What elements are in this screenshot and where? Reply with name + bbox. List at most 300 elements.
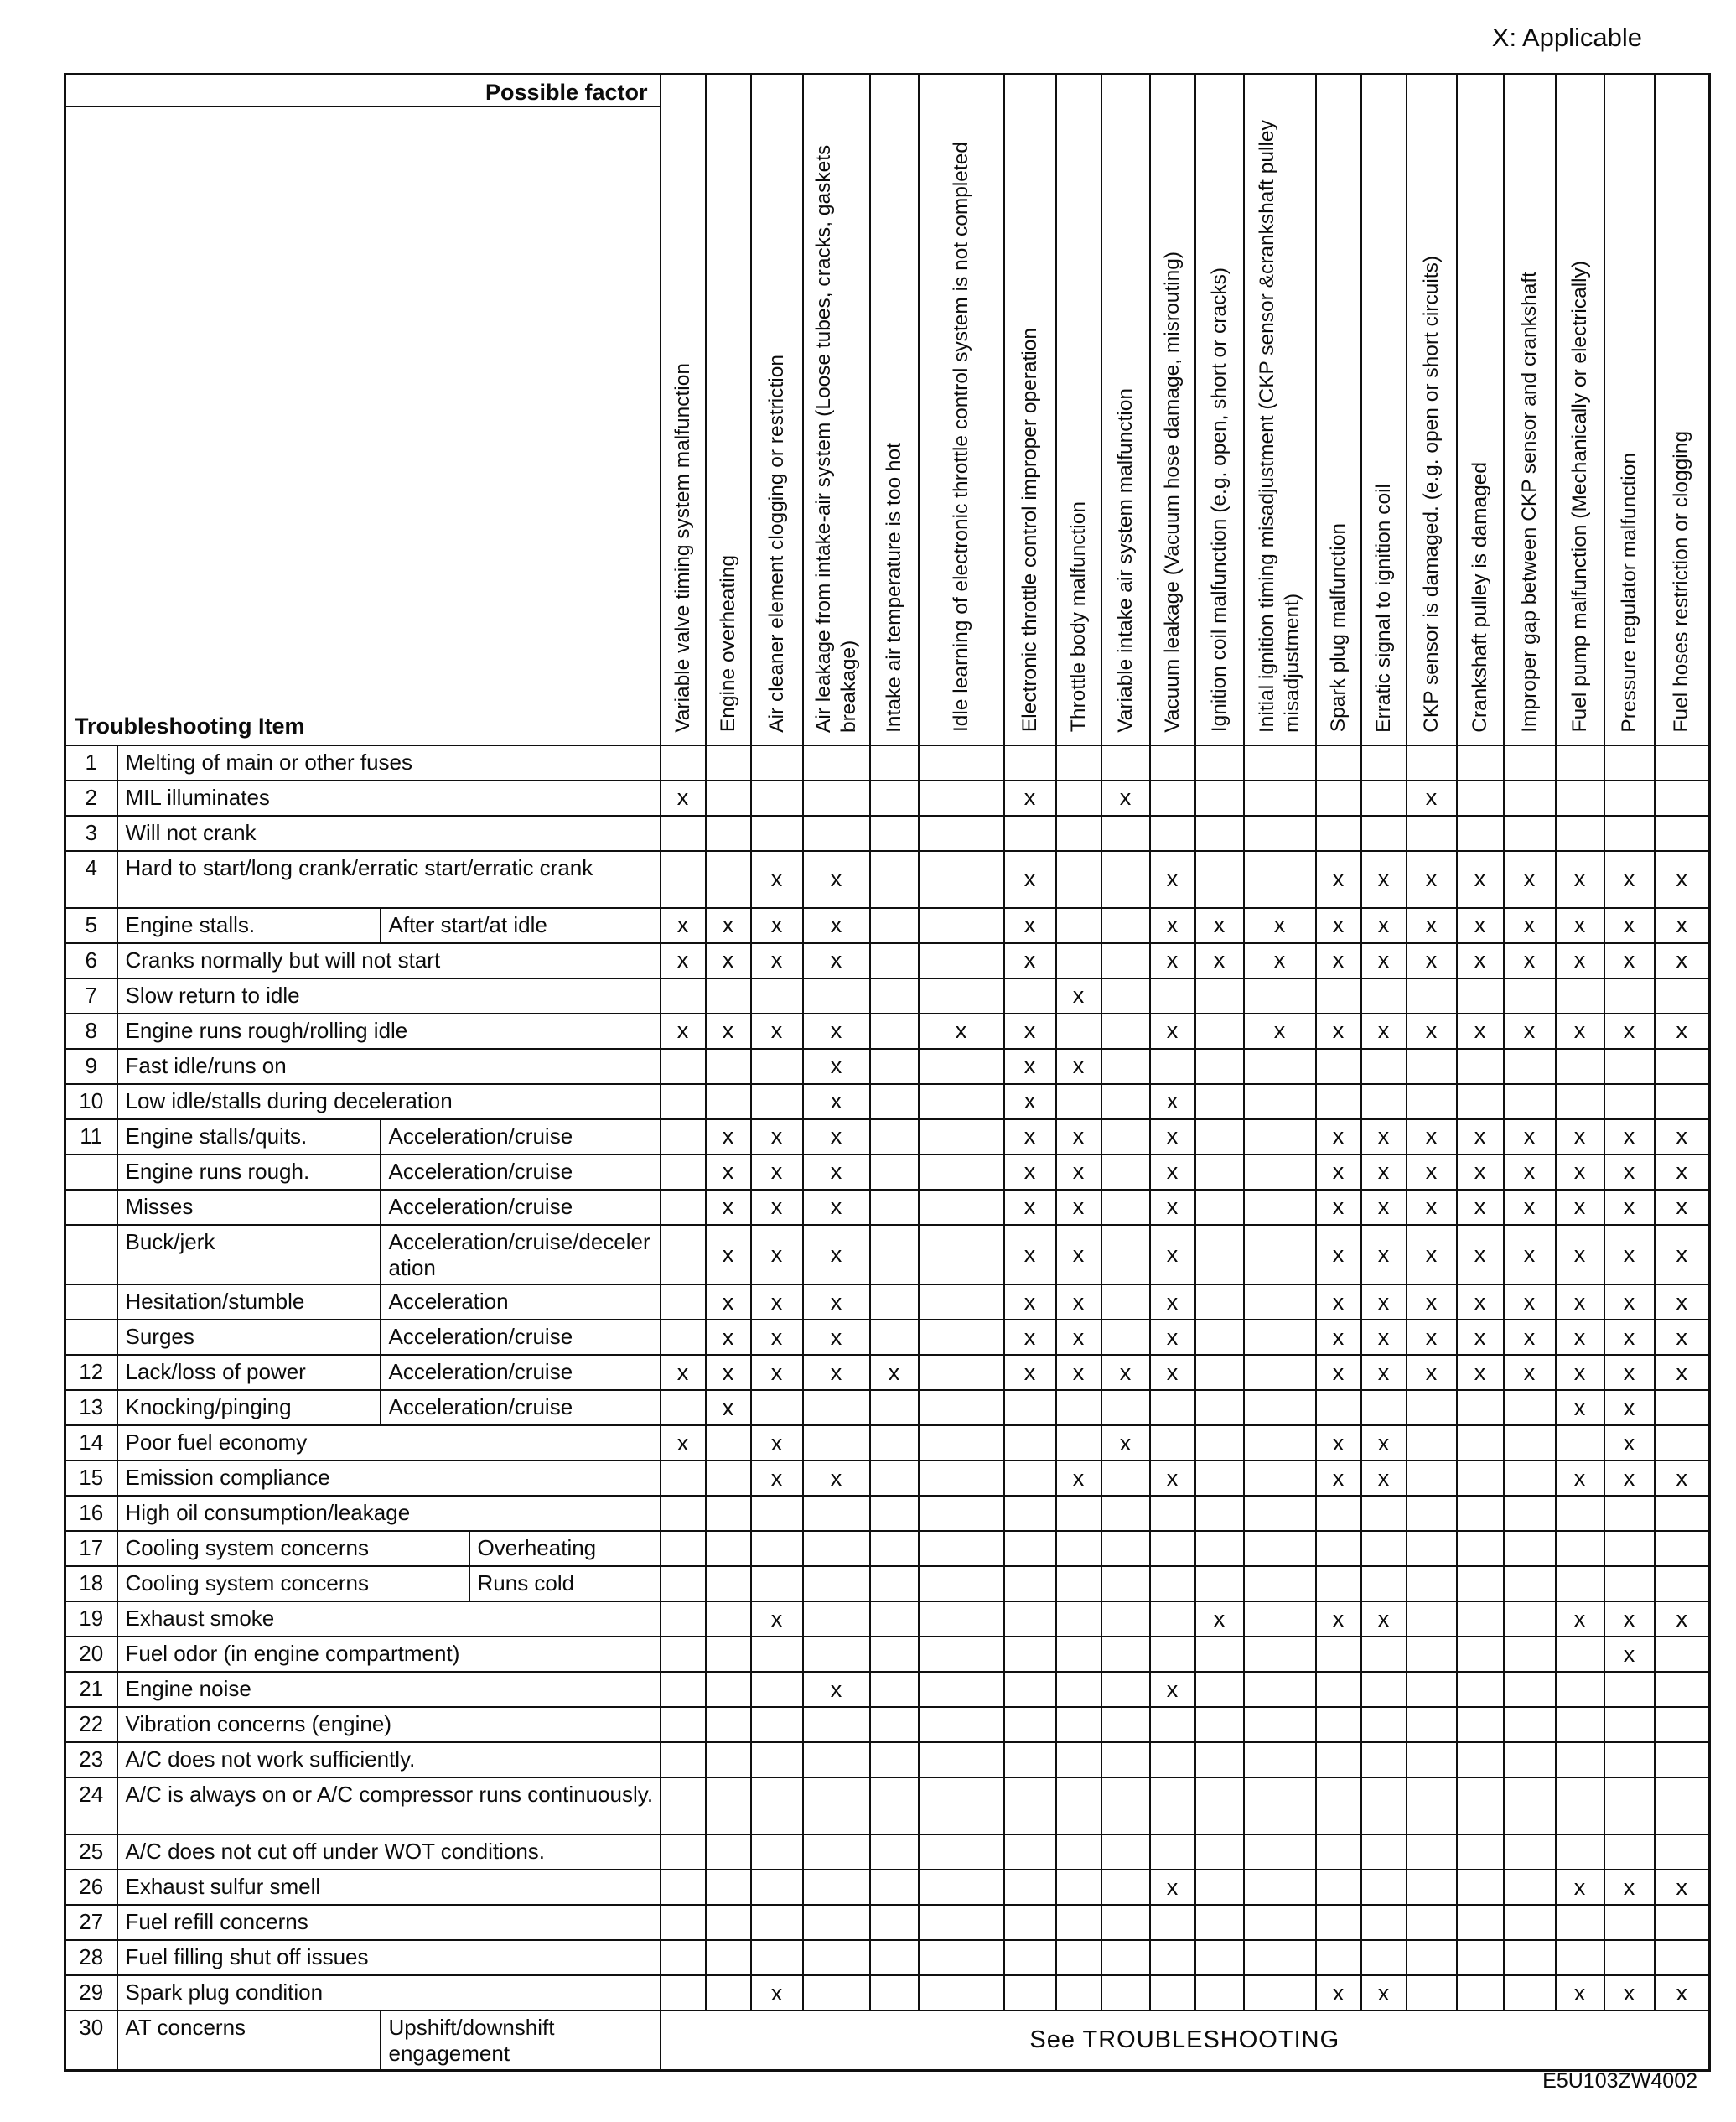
applicability-cell xyxy=(919,1672,1004,1707)
applicability-cell xyxy=(1101,1905,1150,1940)
applicability-cell xyxy=(1655,1049,1710,1084)
applicability-cell xyxy=(1361,1834,1407,1870)
applicability-cell xyxy=(1056,1084,1101,1119)
applicability-cell: x xyxy=(1556,1225,1604,1284)
applicability-cell xyxy=(919,1355,1004,1390)
applicability-cell xyxy=(1655,1707,1710,1742)
applicability-cell: x xyxy=(1655,1119,1710,1154)
applicability-cell xyxy=(706,1940,751,1975)
applicability-cell xyxy=(1655,1742,1710,1777)
see-troubleshooting-cell: See TROUBLESHOOTING xyxy=(661,2010,1710,2071)
applicability-cell xyxy=(1004,1940,1056,1975)
applicability-cell: x xyxy=(1004,908,1056,943)
applicability-cell xyxy=(1316,1742,1361,1777)
applicability-cell: x xyxy=(1655,1014,1710,1049)
applicability-cell: x xyxy=(1457,1190,1504,1225)
applicability-cell xyxy=(1407,1777,1457,1834)
row-number-cell: 4 xyxy=(65,851,117,908)
applicability-cell: x xyxy=(803,1355,870,1390)
applicability-cell xyxy=(661,1084,706,1119)
applicability-cell xyxy=(1655,1496,1710,1531)
applicability-cell: x xyxy=(1004,781,1056,816)
applicability-cell xyxy=(661,1190,706,1225)
factor-column-header xyxy=(661,75,706,745)
applicability-cell xyxy=(919,1190,1004,1225)
applicability-cell: x xyxy=(661,943,706,978)
factor-column-header xyxy=(751,75,803,745)
matrix-row xyxy=(65,1390,1710,1425)
applicability-cell xyxy=(1244,1707,1316,1742)
applicability-cell xyxy=(1504,1637,1556,1672)
applicability-cell xyxy=(1457,781,1504,816)
applicability-cell xyxy=(1556,1049,1604,1084)
applicability-cell xyxy=(751,1496,803,1531)
applicability-cell: x xyxy=(1504,1154,1556,1190)
applicability-cell xyxy=(1244,1284,1316,1320)
applicability-cell: x xyxy=(1361,1190,1407,1225)
applicability-cell xyxy=(661,1742,706,1777)
applicability-cell xyxy=(1407,1425,1457,1460)
applicability-cell: x xyxy=(1195,908,1244,943)
row-number-cell xyxy=(65,1320,117,1355)
applicability-cell: x xyxy=(1056,1355,1101,1390)
applicability-cell xyxy=(1004,816,1056,851)
applicability-cell xyxy=(1407,1975,1457,2010)
applicability-cell: x xyxy=(1056,1460,1101,1496)
applicability-cell: x xyxy=(1604,1601,1655,1637)
applicability-cell: x xyxy=(1556,1190,1604,1225)
applicability-cell xyxy=(1655,816,1710,851)
applicability-cell xyxy=(1316,1707,1361,1742)
applicability-cell xyxy=(1101,1834,1150,1870)
row-number-cell: 15 xyxy=(65,1460,117,1496)
applicability-cell xyxy=(1457,1601,1504,1637)
condition-cell: Upshift/downshift engagement xyxy=(381,2010,661,2071)
applicability-cell xyxy=(1407,1566,1457,1601)
applicability-cell xyxy=(1316,1531,1361,1566)
possible-factor-label: Possible factor xyxy=(66,75,660,107)
applicability-cell xyxy=(1457,1905,1504,1940)
applicability-cell xyxy=(1101,1119,1150,1154)
applicability-cell xyxy=(1195,1014,1244,1049)
applicability-cell: x xyxy=(803,851,870,908)
applicability-cell xyxy=(1504,1870,1556,1905)
applicability-cell xyxy=(1361,816,1407,851)
applicability-cell xyxy=(919,1154,1004,1190)
applicability-cell xyxy=(661,1284,706,1320)
applicability-cell xyxy=(1407,1390,1457,1425)
applicability-cell xyxy=(1195,1637,1244,1672)
applicability-cell xyxy=(751,1707,803,1742)
applicability-cell xyxy=(1101,1284,1150,1320)
applicability-cell: x xyxy=(1361,1014,1407,1049)
applicability-cell xyxy=(1056,1975,1101,2010)
applicability-cell xyxy=(1150,1637,1195,1672)
applicability-cell: x xyxy=(1604,1320,1655,1355)
applicability-cell xyxy=(919,1460,1004,1496)
applicability-cell xyxy=(1361,1390,1407,1425)
applicability-cell: x xyxy=(751,1425,803,1460)
applicability-cell xyxy=(1244,745,1316,781)
trouble-item-cell: High oil consumption/leakage xyxy=(117,1496,661,1531)
applicability-cell xyxy=(803,1566,870,1601)
applicability-cell xyxy=(1244,1084,1316,1119)
applicability-cell xyxy=(1604,1834,1655,1870)
applicability-cell xyxy=(1655,1390,1710,1425)
applicability-cell xyxy=(870,1320,919,1355)
applicability-cell xyxy=(1504,1742,1556,1777)
applicability-cell xyxy=(870,1390,919,1425)
applicability-cell: x xyxy=(1604,1190,1655,1225)
applicability-cell xyxy=(870,1425,919,1460)
applicability-cell xyxy=(1101,1637,1150,1672)
applicability-cell: x xyxy=(1361,1119,1407,1154)
applicability-cell xyxy=(1604,1905,1655,1940)
applicability-cell xyxy=(1195,978,1244,1014)
applicability-cell xyxy=(1655,745,1710,781)
row-number-cell xyxy=(65,1225,117,1284)
applicability-cell: x xyxy=(1361,1601,1407,1637)
factor-column-header xyxy=(1556,75,1604,745)
row-number-cell: 18 xyxy=(65,1566,117,1601)
trouble-item-cell: Spark plug condition xyxy=(117,1975,661,2010)
troubleshooting-item-label: Troubleshooting Item xyxy=(75,713,305,739)
applicability-cell xyxy=(1655,1425,1710,1460)
row-number-cell xyxy=(65,1284,117,1320)
applicability-cell xyxy=(919,1566,1004,1601)
applicability-cell: x xyxy=(751,1225,803,1284)
applicability-cell: x xyxy=(1361,1284,1407,1320)
applicability-cell xyxy=(1150,1975,1195,2010)
applicability-cell xyxy=(1407,1672,1457,1707)
applicability-cell xyxy=(1056,1425,1101,1460)
applicability-cell xyxy=(1604,1496,1655,1531)
applicability-cell xyxy=(1244,1975,1316,2010)
applicability-cell xyxy=(1504,978,1556,1014)
applicability-cell: x xyxy=(706,1014,751,1049)
row-number-cell: 30 xyxy=(65,2010,117,2071)
applicability-cell: x xyxy=(1316,1014,1361,1049)
factor-column-header xyxy=(706,75,751,745)
applicability-cell: x xyxy=(1316,1355,1361,1390)
factor-column-label: Air cleaner element clogging or restriction xyxy=(764,354,788,733)
applicability-cell: x xyxy=(1150,1870,1195,1905)
applicability-cell: x xyxy=(1504,943,1556,978)
matrix-row xyxy=(65,1566,1710,1601)
trouble-item-cell: Cooling system concerns xyxy=(117,1566,469,1601)
applicability-cell xyxy=(1195,1870,1244,1905)
applicability-cell xyxy=(1316,745,1361,781)
applicability-cell: x xyxy=(803,1320,870,1355)
applicability-cell: x xyxy=(803,1154,870,1190)
matrix-row xyxy=(65,2010,1710,2071)
applicability-cell: x xyxy=(1316,1460,1361,1496)
applicability-cell xyxy=(1056,1390,1101,1425)
applicability-cell xyxy=(870,1637,919,1672)
applicability-cell: x xyxy=(1604,1014,1655,1049)
applicability-cell xyxy=(870,1225,919,1284)
applicability-cell: x xyxy=(1556,1320,1604,1355)
applicability-cell: x xyxy=(1361,1154,1407,1190)
factor-column-header xyxy=(1407,75,1457,745)
applicability-cell: x xyxy=(1004,1190,1056,1225)
applicability-cell xyxy=(1101,745,1150,781)
applicability-cell xyxy=(661,1049,706,1084)
applicability-cell: x xyxy=(1556,908,1604,943)
applicability-cell: x xyxy=(1316,1975,1361,2010)
applicability-cell xyxy=(919,1742,1004,1777)
applicability-cell xyxy=(1101,816,1150,851)
trouble-item-cell: Exhaust smoke xyxy=(117,1601,661,1637)
applicability-cell: x xyxy=(1604,1390,1655,1425)
applicability-cell xyxy=(1504,1049,1556,1084)
applicability-cell: x xyxy=(1604,1154,1655,1190)
applicability-cell xyxy=(1556,1084,1604,1119)
trouble-item-cell: Low idle/stalls during deceleration xyxy=(117,1084,661,1119)
applicability-cell xyxy=(706,1601,751,1637)
applicability-cell xyxy=(919,1777,1004,1834)
applicability-cell: x xyxy=(751,1284,803,1320)
applicability-cell: x xyxy=(1361,1320,1407,1355)
applicability-cell: x xyxy=(1407,1355,1457,1390)
applicability-cell: x xyxy=(1056,1049,1101,1084)
applicability-cell: x xyxy=(1150,1672,1195,1707)
applicability-cell xyxy=(919,1049,1004,1084)
trouble-item-cell: Emission compliance xyxy=(117,1460,661,1496)
applicability-cell xyxy=(1407,745,1457,781)
applicability-cell xyxy=(1407,1905,1457,1940)
applicability-cell xyxy=(1101,1742,1150,1777)
applicability-cell xyxy=(1056,1905,1101,1940)
applicability-cell xyxy=(919,745,1004,781)
applicability-cell xyxy=(870,781,919,816)
applicability-cell xyxy=(706,1425,751,1460)
matrix-row xyxy=(65,978,1710,1014)
applicability-cell xyxy=(1556,1672,1604,1707)
applicability-cell xyxy=(661,816,706,851)
applicability-cell xyxy=(1604,1531,1655,1566)
applicability-cell xyxy=(803,1870,870,1905)
row-number-cell: 28 xyxy=(65,1940,117,1975)
applicability-cell xyxy=(751,1637,803,1672)
applicability-cell xyxy=(751,781,803,816)
applicability-cell xyxy=(1195,1566,1244,1601)
applicability-cell xyxy=(706,781,751,816)
applicability-cell xyxy=(1604,1777,1655,1834)
applicability-cell: x xyxy=(1504,851,1556,908)
applicability-cell xyxy=(661,1834,706,1870)
row-number-cell: 9 xyxy=(65,1049,117,1084)
applicability-cell: x xyxy=(751,851,803,908)
applicability-cell xyxy=(1457,1940,1504,1975)
applicability-cell xyxy=(1056,1014,1101,1049)
factor-column-header xyxy=(1244,75,1316,745)
applicability-cell xyxy=(661,851,706,908)
applicability-cell: x xyxy=(1504,1225,1556,1284)
applicability-cell xyxy=(706,1496,751,1531)
applicability-cell xyxy=(1604,1742,1655,1777)
applicability-cell: x xyxy=(1316,1119,1361,1154)
applicability-cell xyxy=(1244,1531,1316,1566)
factor-column-header xyxy=(1101,75,1150,745)
applicability-cell: x xyxy=(803,1284,870,1320)
applicability-cell xyxy=(1195,1390,1244,1425)
applicability-cell xyxy=(1655,1084,1710,1119)
applicability-cell xyxy=(1101,1777,1150,1834)
applicability-cell xyxy=(1150,1531,1195,1566)
applicability-cell xyxy=(661,1870,706,1905)
applicability-cell: x xyxy=(1150,1284,1195,1320)
applicability-cell xyxy=(870,1084,919,1119)
applicability-cell xyxy=(870,908,919,943)
applicability-cell xyxy=(1150,1601,1195,1637)
applicability-cell xyxy=(1504,1460,1556,1496)
applicability-cell xyxy=(1457,1870,1504,1905)
applicability-cell xyxy=(1244,1870,1316,1905)
applicability-cell xyxy=(1361,1566,1407,1601)
trouble-item-cell: Cranks normally but will not start xyxy=(117,943,661,978)
applicability-cell xyxy=(1316,1940,1361,1975)
applicability-cell xyxy=(1655,978,1710,1014)
applicability-cell xyxy=(1056,1637,1101,1672)
applicability-cell xyxy=(803,1496,870,1531)
applicability-cell: x xyxy=(1150,1119,1195,1154)
factor-column-header xyxy=(870,75,919,745)
applicability-cell xyxy=(870,1014,919,1049)
factor-column-label: Throttle body malfunction xyxy=(1066,501,1090,733)
applicability-cell: x xyxy=(1361,908,1407,943)
applicability-cell: x xyxy=(1004,1154,1056,1190)
applicability-cell xyxy=(1244,1049,1316,1084)
condition-cell: Acceleration/cruise xyxy=(381,1320,661,1355)
applicability-cell xyxy=(1504,1425,1556,1460)
applicability-cell: x xyxy=(1056,1154,1101,1190)
applicability-cell: x xyxy=(1457,908,1504,943)
applicability-cell: x xyxy=(1056,978,1101,1014)
applicability-cell xyxy=(870,943,919,978)
applicability-cell xyxy=(1195,745,1244,781)
applicability-cell xyxy=(870,978,919,1014)
applicability-cell xyxy=(1655,1777,1710,1834)
trouble-item-cell: Engine noise xyxy=(117,1672,661,1707)
applicability-cell: x xyxy=(1604,1975,1655,2010)
row-number-cell: 19 xyxy=(65,1601,117,1637)
applicability-cell: x xyxy=(1361,1225,1407,1284)
matrix-row xyxy=(65,1601,1710,1637)
applicability-cell xyxy=(1150,781,1195,816)
applicability-cell xyxy=(1195,1084,1244,1119)
applicability-cell: x xyxy=(1004,1225,1056,1284)
applicability-cell: x xyxy=(751,1355,803,1390)
applicability-cell: x xyxy=(1457,1119,1504,1154)
applicability-cell xyxy=(1244,1390,1316,1425)
applicability-cell xyxy=(870,851,919,908)
applicability-cell xyxy=(803,1425,870,1460)
condition-cell: After start/at idle xyxy=(381,908,661,943)
applicability-cell xyxy=(1004,1672,1056,1707)
applicability-cell xyxy=(1504,1531,1556,1566)
applicability-cell: x xyxy=(1004,851,1056,908)
factor-column-header xyxy=(1150,75,1195,745)
applicability-cell xyxy=(1407,1707,1457,1742)
applicability-cell xyxy=(661,1975,706,2010)
applicability-cell xyxy=(1316,1566,1361,1601)
applicability-cell xyxy=(1101,1940,1150,1975)
applicability-cell xyxy=(1150,1905,1195,1940)
applicability-cell xyxy=(1056,943,1101,978)
trouble-item-cell: Hesitation/stumble xyxy=(117,1284,381,1320)
applicability-cell xyxy=(1407,816,1457,851)
applicability-cell xyxy=(1056,1566,1101,1601)
applicability-cell: x xyxy=(1655,1601,1710,1637)
applicability-cell xyxy=(1457,1834,1504,1870)
applicability-cell: x xyxy=(1655,943,1710,978)
applicability-cell xyxy=(706,1460,751,1496)
trouble-item-cell: A/C does not cut off under WOT conditions. xyxy=(117,1834,661,1870)
applicability-cell: x xyxy=(803,1119,870,1154)
applicability-cell: x xyxy=(661,1014,706,1049)
applicability-cell: x xyxy=(1316,1190,1361,1225)
applicability-cell: x xyxy=(1004,1119,1056,1154)
trouble-item-cell: Surges xyxy=(117,1320,381,1355)
applicability-cell xyxy=(706,1672,751,1707)
applicability-cell xyxy=(803,1905,870,1940)
applicability-cell: x xyxy=(1150,1084,1195,1119)
applicability-cell xyxy=(919,1531,1004,1566)
applicability-cell xyxy=(1504,781,1556,816)
applicability-cell: x xyxy=(1556,1014,1604,1049)
applicability-cell xyxy=(661,1390,706,1425)
applicability-cell xyxy=(1101,1672,1150,1707)
applicability-cell: x xyxy=(1407,1119,1457,1154)
applicability-cell xyxy=(1101,1225,1150,1284)
applicability-cell xyxy=(661,1119,706,1154)
applicability-cell xyxy=(1056,1496,1101,1531)
trouble-item-cell: Cooling system concerns xyxy=(117,1531,469,1566)
applicability-cell xyxy=(1556,1707,1604,1742)
applicability-cell: x xyxy=(1556,1154,1604,1190)
matrix-row xyxy=(65,1425,1710,1460)
condition-cell: Acceleration/cruise xyxy=(381,1355,661,1390)
applicability-cell xyxy=(1316,1637,1361,1672)
applicability-cell: x xyxy=(706,1190,751,1225)
applicability-cell xyxy=(1101,1460,1150,1496)
applicability-cell xyxy=(1407,1084,1457,1119)
applicability-cell xyxy=(1056,781,1101,816)
applicability-cell xyxy=(1361,1637,1407,1672)
applicability-cell: x xyxy=(1556,943,1604,978)
applicability-cell xyxy=(1004,1566,1056,1601)
applicability-cell: x xyxy=(751,1190,803,1225)
applicability-cell xyxy=(1150,978,1195,1014)
trouble-item-cell: Engine stalls. xyxy=(117,908,381,943)
applicability-cell xyxy=(803,1707,870,1742)
trouble-item-cell: Engine stalls/quits. xyxy=(117,1119,381,1154)
matrix-row xyxy=(65,1777,1710,1834)
applicability-cell xyxy=(661,1496,706,1531)
applicability-cell xyxy=(1361,745,1407,781)
applicability-cell xyxy=(1244,1566,1316,1601)
applicability-cell xyxy=(1457,1975,1504,2010)
applicability-cell: x xyxy=(1316,943,1361,978)
matrix-row xyxy=(65,1637,1710,1672)
factor-column-label: Spark plug malfunction xyxy=(1326,523,1350,733)
applicability-cell xyxy=(1244,851,1316,908)
applicability-cell xyxy=(1004,1637,1056,1672)
matrix-row xyxy=(65,1084,1710,1119)
applicability-cell xyxy=(1004,1707,1056,1742)
applicability-cell xyxy=(1101,1320,1150,1355)
